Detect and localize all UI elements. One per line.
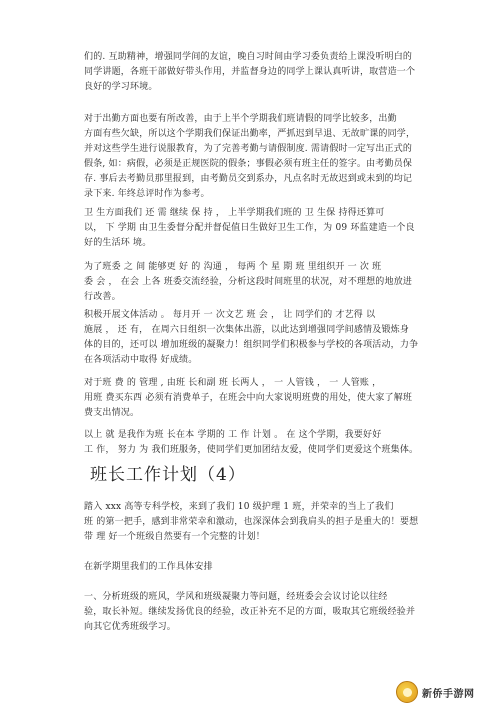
text-line: 为了班委 之 间 能够更 好 的 沟通 ， 每两 个 星 期 班 里组织开 一 次 班 [84, 262, 382, 272]
text-line: 验，取长补短。继续发扬优良的经验，改正补充不足的方面，吸取其它班级经验并 [84, 607, 416, 617]
text-line: 良好的学习环境。 [84, 82, 158, 92]
text-line: 班 的第一把手，感到非常荣幸和激动，也深深体会到我肩头的担子是重大的！要想 [84, 517, 419, 527]
text-line: 们的. 互助精神，增强同学间的友谊，晚自习时间由学习委负责给上课没听明白的 [84, 52, 413, 62]
text-line: 积极开展文体活动 。 每月开 一 次文艺 班 会 ， 让 同学们的 才艺得 以 [84, 310, 376, 320]
watermark-logo [396, 680, 496, 704]
text-line: 存. 事后去考勤员那里报到，由考勤员交到系办，凡点名时无故迟到或未到的均记 [84, 174, 413, 184]
text-line: 行改善。 [84, 292, 121, 302]
watermark-text: 新侨手游网 [422, 688, 475, 700]
text-line: 好的生活环 境。 [84, 238, 152, 248]
text-line: 向其它优秀班级学习。 [84, 622, 177, 632]
paragraph-hygiene [84, 206, 444, 251]
paragraph-study [84, 50, 444, 95]
section-heading: 班长工作计划（4） [90, 465, 246, 485]
text-line: 在各项活动中取得 好成绩。 [84, 355, 198, 365]
text-line: 以， 下 学期 由卫生委督分配并督促值日生做好卫生工作，为 09 环监建造一个良 [84, 223, 415, 233]
text-line: 工 作， 努力 为 我们班服务，使同学们更加团结友爱，使同学们更爱这个班集体。 [84, 445, 419, 455]
text-line: 踏入 xxx 高等专科学校，来到了我们 10 级护理 1 班，并荣幸的当上了我们 [84, 502, 394, 512]
paragraph-analysis [84, 590, 444, 635]
text-line: 在新学期里我们的工作具体安排 [84, 562, 213, 572]
text-line: 假条, 如：病假，必须是正规医院的假条；事假必须有班主任的签字。由考勤员保 [84, 159, 413, 169]
paragraph-attendance [84, 112, 444, 202]
text-line: 对于出勤方面也要有所改善，由于上半个学期我们班请假的同学比较多，出勤 [84, 114, 397, 124]
text-line: 体的目的，还可以 增加班级的凝聚力！组织同学们积极参与学校的各项活动，力争 [84, 340, 419, 350]
game-controller-coin-icon [396, 681, 418, 703]
paragraph-class-fee [84, 376, 444, 421]
text-line: 施展 ， 还 有， 在周六日组织一次集体出游，以此达到增强同学间感情及锻炼身 [84, 325, 410, 335]
paragraph-activities [84, 308, 444, 368]
text-line: 同学讲题，各班干部做好带头作用，并监督身边的同学上课认真听讲，取营造一个 [84, 67, 416, 77]
text-line: 委 会 ， 在会 上各 班委交流经验，分析这段时间班里的状况，对不理想的地放进 [84, 277, 413, 287]
text-line: 对于班 费 的 管理 , 由班 长和副 班 长两人 ， 一 人管钱 ， 一 人管账 ， [84, 378, 382, 388]
text-line: 费支出情况。 [84, 408, 140, 418]
text-line: 用班 费买东西 必须有消费单子，在班会中向大家说明班费的用处，使大家了解班 [84, 393, 413, 403]
text-line: 卫 生方面我们 还 需 继续 保 持 ， 上半学期我们班的 卫 生保 持得还算可 [84, 208, 385, 218]
text-line: 方面有些欠缺，所以这个学期我们保证出勤率，严抓迟到早退、无故旷课的同学， [84, 129, 416, 139]
text-line: 一、分析班级的班风，学风和班级凝聚力等问题，经班委会会议讨论以往经 [84, 592, 388, 602]
paragraph-committee [84, 260, 444, 305]
text-line: 以上 就 是我作为班 长在本 学期的 工 作 计划 。 在 这个学期，我要好好 [84, 430, 382, 440]
paragraph-intro [84, 500, 444, 545]
paragraph-conclusion [84, 428, 444, 458]
text-line: 带 理 好一个班级自然要有一个完整的计划！ [84, 532, 265, 542]
paragraph-arrangement-title [84, 560, 444, 575]
text-line: 录下来. 年终总评时作为参考。 [84, 189, 210, 199]
text-line: 并对这些学生进行说服教育，为了完善考勤与请假制度. 需请假时一定写出正式的 [84, 144, 413, 154]
